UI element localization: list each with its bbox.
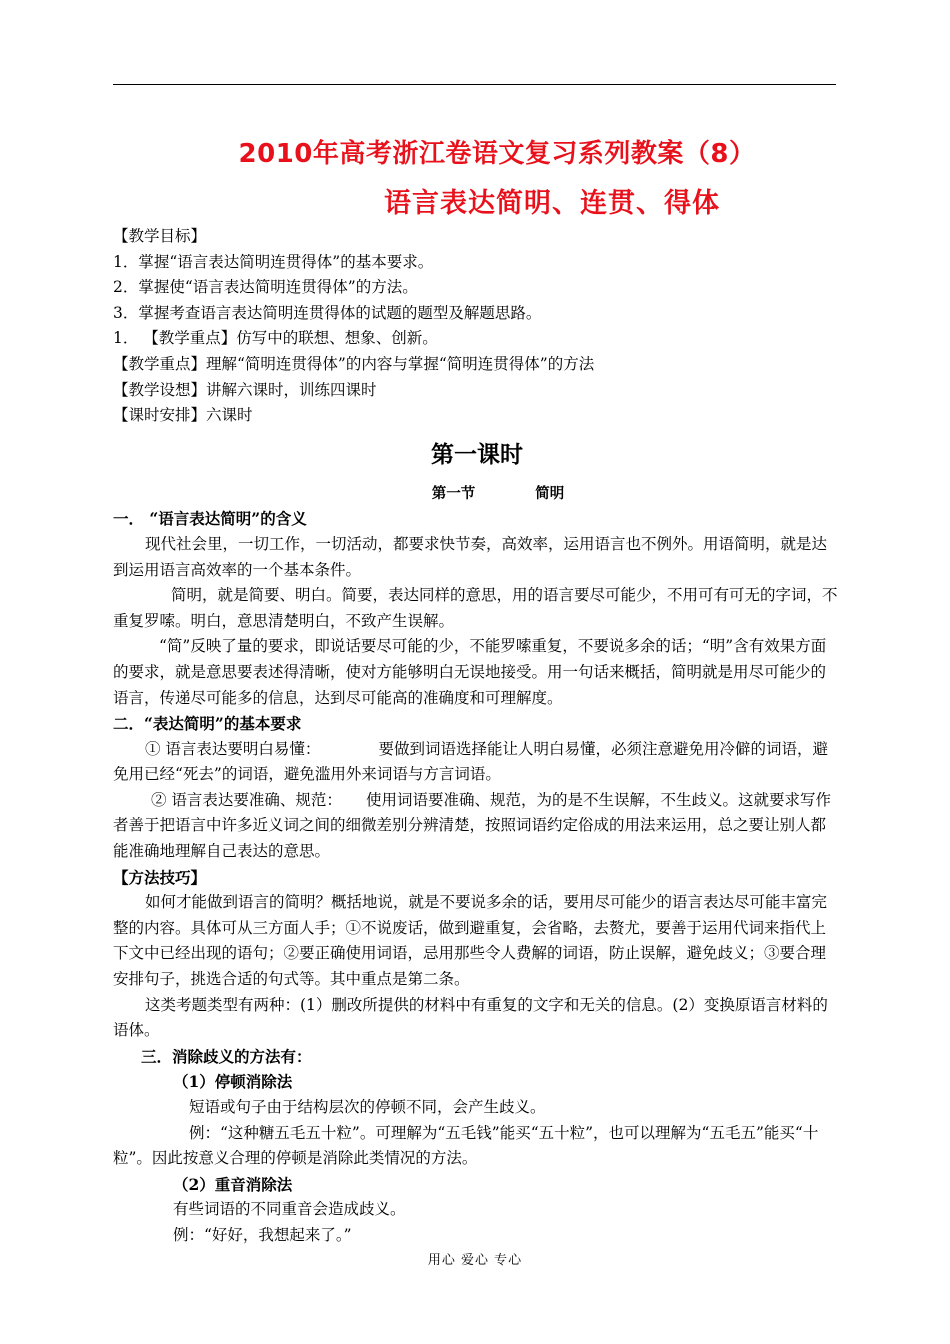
requirement-item <box>113 788 841 865</box>
document-body <box>113 224 841 1249</box>
header-rule <box>113 84 836 85</box>
paragraph: 例：“好好，我想起来了。” <box>173 1225 352 1244</box>
section-label: 第一节 <box>431 484 476 502</box>
intro-line: 1． 【教学重点】仿写中的联想、想象、创新。 <box>113 329 438 348</box>
section-heading <box>113 481 841 507</box>
paragraph: “简”反映了量的要求，即说话要尽可能的少，不能罗嗦重复，不要说多余的话；“明”含有效果方面的要求，就是意思要表述得清晰，使对方能够明白无误地接受。用一句话来概括，简明就是用尽可能少的语言，传递尽可能多的信息，达到尽可能高的准确度和可理解度。 <box>113 637 827 707</box>
intro-line: 【教学设想】讲解六课时，训练四课时 <box>113 380 377 399</box>
methods-heading: 【方法技巧】 <box>113 867 207 887</box>
section-name: 简明 <box>535 484 565 502</box>
part1-heading: 一． “语言表达简明”的含义 <box>113 509 307 529</box>
intro-line: 3．掌握考查语言表达简明连贯得体的试题的题型及解题思路。 <box>113 303 542 322</box>
intro-line: 2．掌握使“语言表达简明连贯得体”的方法。 <box>113 278 418 297</box>
requirement-item <box>113 737 841 788</box>
requirement-text: 要做到词语选择能让人明白易懂，必须注意避免用冷僻的词语，避免用已经“死去”的词语，避免滥用外来词语与方言词语。 <box>113 739 828 784</box>
method-heading: （1）停顿消除法 <box>173 1072 293 1092</box>
part3-heading: 三．消除歧义的方法有： <box>141 1046 312 1066</box>
paragraph: 如何才能做到语言的简明？概括地说，就是不要说多余的话，要用尽可能少的语言表达尽可能丰富完整的内容。具体可从三方面人手；①不说废话，做到避重复，会省略，去赘尤，要善于运用代词来指代上下文中已经出现的语句；②要正确使用词语，忌用那些令人费解的词语，防止误解，避免歧义；③要合理安排句子，挑选合适的句式等。其中重点是第二条。 <box>113 893 828 989</box>
requirement-label: ② 语言表达要准确、规范： <box>151 790 342 809</box>
document-subtitle: 语言表达简明、连贯、得体 <box>384 188 720 219</box>
paragraph: 短语或句子由于结构层次的停顿不同，会产生歧义。 <box>189 1098 546 1116</box>
document-title: 2010年高考浙江卷语文复习系列教案（8） <box>238 139 756 169</box>
paragraph: 现代社会里，一切工作，一切活动，都要求快节奏，高效率，运用语言也不例外。用语简明，就是达到运用语言高效率的一个基本条件。 <box>113 534 828 579</box>
paragraph: 例：“这种糖五毛五十粒”。可理解为“五毛钱”能买“五十粒”，也可以理解为“五毛五”能买“十粒”。因此按意义合理的停顿是消除此类情况的方法。 <box>113 1123 819 1168</box>
paragraph: 简明，就是简要、明白。简要，表达同样的意思，用的语言要尽可能少，不用可有可无的字词，不重复罗嗦。明白，意思清楚明白，不致产生误解。 <box>113 586 838 630</box>
intro-line: 【课时安排】六课时 <box>113 406 253 425</box>
intro-line: 【教学重点】理解“简明连贯得体”的内容与掌握“简明连贯得体”的方法 <box>113 354 595 373</box>
intro-line: 1．掌握“语言表达简明连贯得体”的基本要求。 <box>113 252 434 271</box>
paragraph: 有些词语的不同重音会造成歧义。 <box>173 1200 406 1219</box>
page-footer: 用心 爱心 专心 <box>427 1253 523 1268</box>
requirement-text: 使用词语要准确、规范，为的是不生误解，不生歧义。这就要求写作者善于把语言中许多近义词之间的细微差别分辨清楚，按照词语约定俗成的用法来运用，总之要让别人都能准确地理解自己表达的意思。 <box>113 790 831 861</box>
intro-line: 【教学目标】 <box>113 227 207 245</box>
requirement-label: ① 语言表达要明白易懂： <box>145 739 321 758</box>
part2-heading: 二．“表达简明”的基本要求 <box>113 714 302 734</box>
lesson-heading: 第一课时 <box>431 441 523 468</box>
method-heading: （2）重音消除法 <box>173 1174 293 1194</box>
paragraph: 这类考题类型有两种：(1）删改所提供的材料中有重复的文字和无关的信息。(2）变换原语言材料的语体。 <box>113 995 828 1040</box>
